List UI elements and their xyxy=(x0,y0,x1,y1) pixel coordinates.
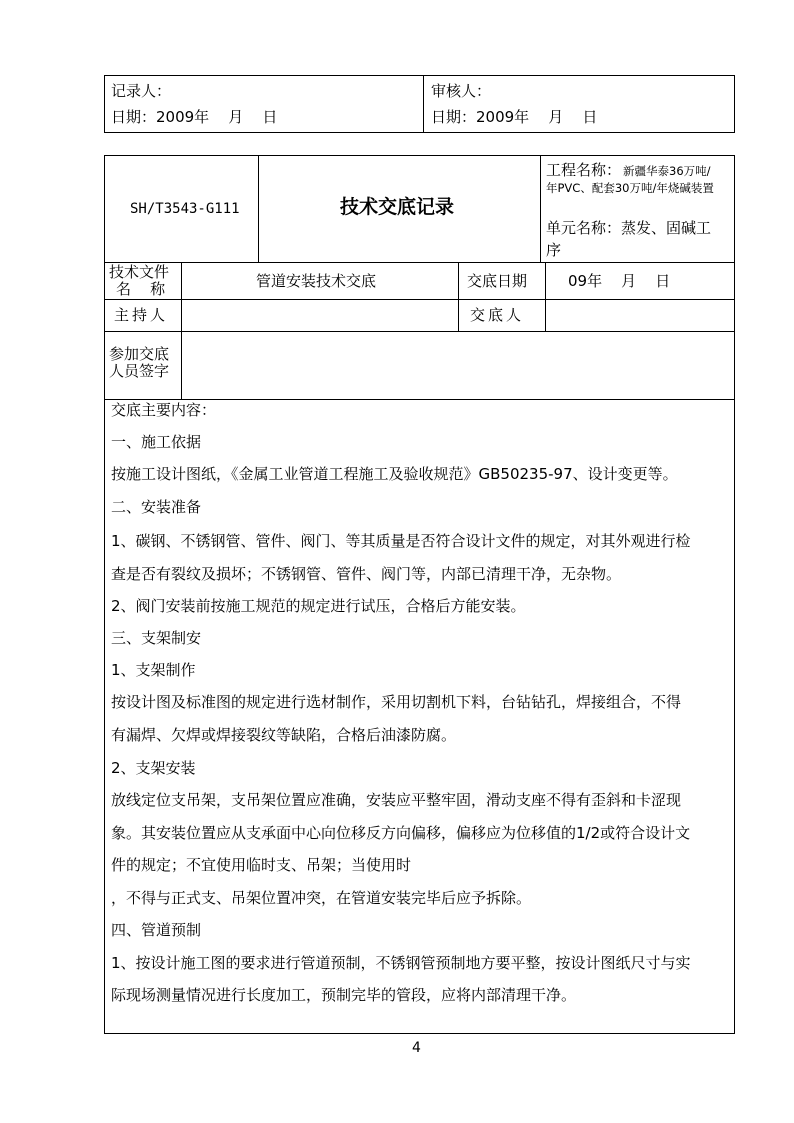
recorder-date: 日期：2009年 月 日 xyxy=(111,108,278,126)
tech-file-label-line1: 技术文件 xyxy=(109,263,170,281)
document-code: SH/T3543-G111 xyxy=(130,201,240,217)
content-line: 放线定位支吊架，支吊架位置应准确，安装应平整牢固，滑动支座不得有歪斜和卡涩现 xyxy=(111,791,682,809)
tech-file-value: 管道安装技术交底 xyxy=(256,272,377,290)
content-line: 二、安装准备 xyxy=(111,498,202,516)
disclosure-date-label: 交底日期 xyxy=(467,272,528,290)
content-line: 按设计图及标准图的规定进行选材制作，采用切割机下料，台钻钻孔，焊接组合，不得 xyxy=(111,693,682,711)
content-line: ，不得与正式支、吊架位置冲突，在管道安装完毕后应予拆除。 xyxy=(111,889,532,907)
content-line: 象。其安装位置应从支承面中心向位移反方向偏移，偏移应为位移值的1/2或符合设计文 xyxy=(111,824,691,842)
content-line: 一、施工依据 xyxy=(111,433,202,451)
host-label: 主持人 xyxy=(114,306,169,324)
content-line: 四、管道预制 xyxy=(111,921,202,939)
content-line: 2、阀门安装前按施工规范的规定进行试压，合格后方能安装。 xyxy=(111,597,526,615)
document-title: 技术交底记录 xyxy=(340,196,455,218)
tech-file-label-line2: 名 称 xyxy=(116,280,166,298)
reviewer-date: 日期：2009年 月 日 xyxy=(431,108,598,126)
discloser-label: 交底人 xyxy=(470,306,525,324)
content-line: 际现场测量情况进行长度加工，预制完毕的管段，应将内部清理干净。 xyxy=(111,986,577,1004)
reviewer-label: 审核人： xyxy=(431,82,492,100)
content-heading: 交底主要内容： xyxy=(111,401,217,419)
content-line: 1、支架制作 xyxy=(111,661,196,679)
unit-name-line2: 序 xyxy=(546,241,562,259)
content-line: 查是否有裂纹及损坏；不锈钢管、管件、阀门等，内部已清理干净，无杂物。 xyxy=(111,565,622,583)
content-line: 件的规定；不宜使用临时支、吊架；当使用时 xyxy=(111,856,412,874)
project-name-line1: 新疆华泰36万吨/ xyxy=(623,164,711,178)
project-label: 工程名称： xyxy=(546,161,622,179)
page-number: 4 xyxy=(412,1040,421,1056)
content-line: 1、碳钢、不锈钢管、管件、阀门、等其质量是否符合设计文件的规定，对其外观进行检 xyxy=(111,532,691,550)
recorder-label: 记录人： xyxy=(111,82,172,100)
project-name-line2: 年PVC、配套30万吨/年烧碱装置 xyxy=(546,181,714,195)
disclosure-date-value: 09年 月 日 xyxy=(568,272,671,290)
participants-label-line1: 参加交底 xyxy=(109,345,170,363)
content-line: 2、支架安装 xyxy=(111,759,196,777)
content-line: 按施工设计图纸，《金属工业管道工程施工及验收规范》GB50235-97、设计变更等。 xyxy=(111,465,678,483)
content-line: 有漏焊、欠焊或焊接裂纹等缺陷，合格后油漆防腐。 xyxy=(111,726,457,744)
participants-label-line2: 人员签字 xyxy=(109,362,170,380)
content-line: 三、支架制安 xyxy=(111,629,202,647)
content-line: 1、按设计施工图的要求进行管道预制，不锈钢管预制地方要平整，按设计图纸尺寸与实 xyxy=(111,954,691,972)
unit-name-line1: 单元名称：蒸发、固碱工 xyxy=(546,219,712,237)
